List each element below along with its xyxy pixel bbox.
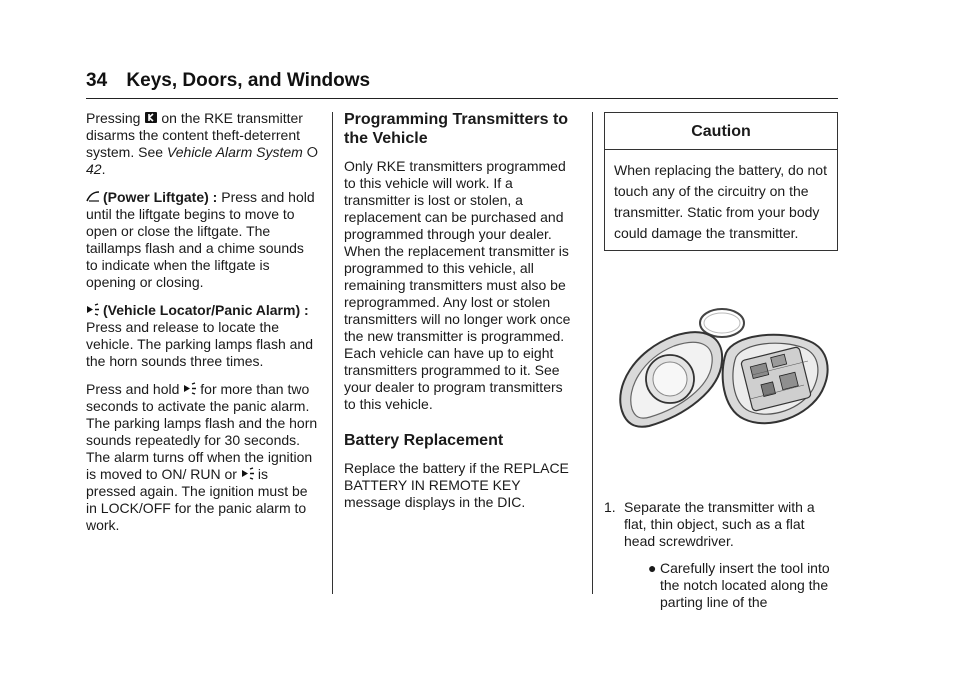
list-item	[624, 560, 838, 611]
battery-steps-list	[604, 499, 838, 611]
panic-text-mid: for more than two seconds to activate the panic alarm. The parking lamps flash and the horn sounds repeatedly for 30 seconds. The alarm turns off when the ignition is moved to ON/ RUN or	[86, 381, 318, 482]
header-rule	[86, 98, 838, 99]
liftgate-label: (Power Liftgate) :	[103, 189, 218, 205]
locator-paragraph	[86, 302, 318, 370]
liftgate-paragraph	[86, 189, 318, 291]
step-text: Separate the transmitter with a flat, thin object, such as a flat head screwdriver.	[624, 499, 815, 549]
battery-paragraph: Replace the battery if the REPLACE BATTERY IN REMOTE KEY message displays in the DIC.	[344, 460, 569, 510]
page-header	[86, 70, 838, 92]
list-item	[604, 499, 838, 611]
caution-text: When replacing the battery, do not touch any of the circuitry on the transmitter. Static from your body could damage the transmitter.	[614, 162, 827, 241]
programming-paragraph: Only RKE transmitters programmed to this vehicle will work. If a transmitter is lost or stolen, a replacement can be purchased and programmed through your dealer. When the replacement transmitter is programmed to this vehicle, all remaining transmitters must also be reprogrammed. Any lost or stolen transmitters will no longer work once the new transmitter is programmed. Each vehicle can have up to eight transmitters programmed to it. See your dealer to program transmitters to this vehicle.	[344, 158, 571, 412]
page-number: 34	[86, 70, 108, 91]
column-divider-1	[332, 112, 333, 594]
panic-text-pre: Press and hold	[86, 381, 180, 397]
text-pressing: Pressing	[86, 110, 141, 126]
battery-heading: Battery Replacement	[344, 432, 504, 449]
panic-paragraph	[86, 381, 318, 534]
key-fob-opened-illustration	[604, 291, 838, 461]
page-ref-icon: ⭘	[306, 144, 318, 160]
locator-text: Press and release to locate the vehicle. The parking lamps flash and the horn sounds three times.	[86, 319, 313, 369]
panic-alarm-icon	[241, 467, 255, 480]
panic-text-post: is pressed again. The ignition must be in LOCK/OFF for the panic alarm to work.	[86, 466, 308, 533]
panic-alarm-icon	[183, 382, 197, 395]
column-3	[604, 110, 838, 611]
liftgate-icon	[86, 190, 100, 203]
bullet-text: Carefully insert the tool into the notch located along the parting line of the	[660, 560, 830, 610]
programming-heading: Programming Transmitters to the Vehicle	[344, 111, 569, 147]
column-1	[86, 110, 318, 545]
column-divider-2	[592, 112, 593, 594]
page-ref-number[interactable]: 42	[86, 161, 102, 177]
text-disarms: on the RKE transmitter disarms the content theft-deterrent system. See	[86, 110, 303, 160]
column-2	[344, 110, 578, 522]
step-bullets	[624, 560, 838, 611]
unlock-icon	[144, 111, 158, 124]
caution-box	[604, 112, 838, 251]
liftgate-text: Press and hold until the liftgate begins to move to open or close the liftgate. The taillamps flash and a chime sounds to indicate when the liftgate is opening or closing.	[86, 189, 315, 290]
locator-label: (Vehicle Locator/Panic Alarm) :	[103, 302, 309, 318]
caution-title: Caution	[605, 113, 837, 150]
bullet-dot: ●	[648, 560, 657, 576]
step-number: 1.	[604, 499, 616, 515]
panic-alarm-icon	[86, 303, 100, 316]
page-title: Keys, Doors, and Windows	[126, 70, 371, 91]
vehicle-alarm-link[interactable]: Vehicle Alarm System	[166, 144, 303, 160]
unlock-paragraph: Pressing on the RKE transmitter disarms the content theft-deterrent system. See Vehicle Alarm System ⭘ 42.	[86, 110, 318, 177]
